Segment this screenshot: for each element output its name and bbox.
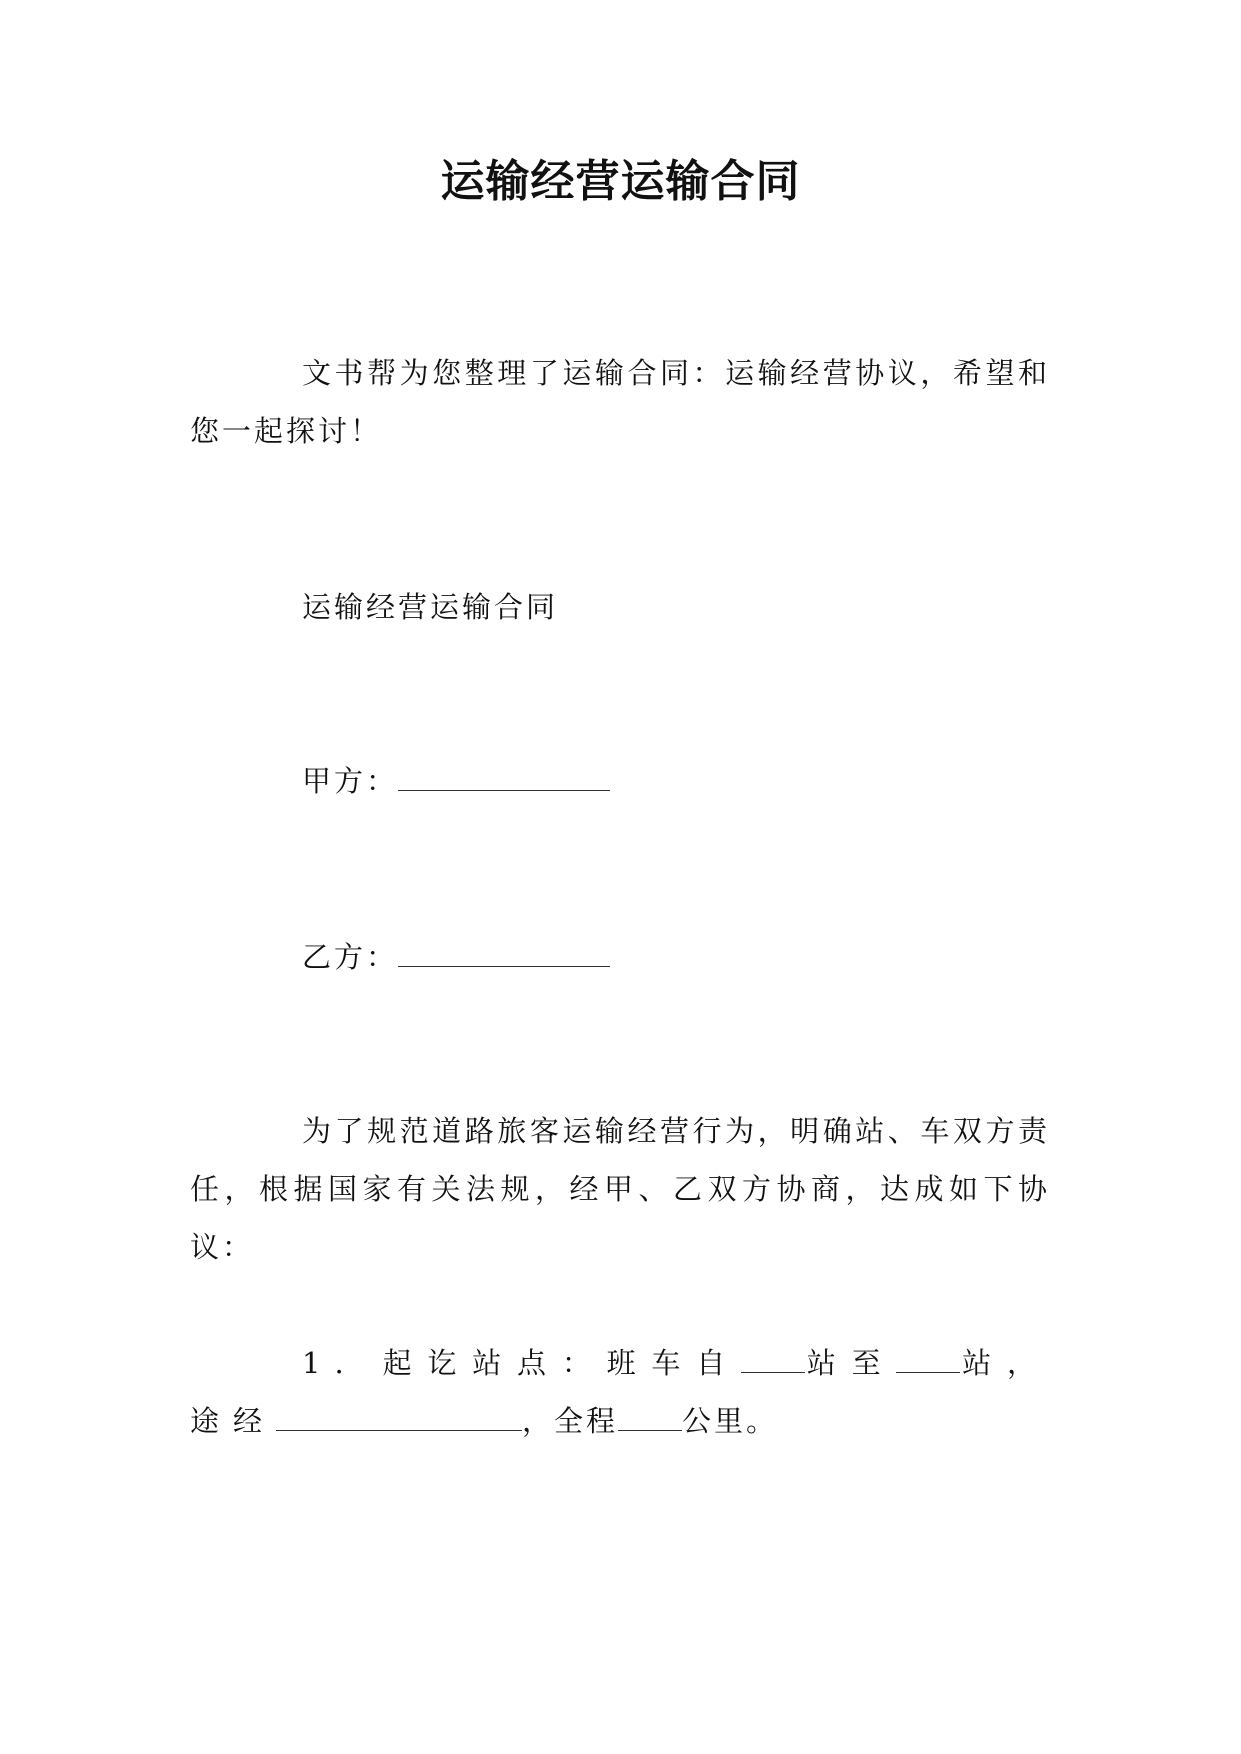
clause-1-unit: 公里。 xyxy=(682,1404,779,1438)
contract-subtitle: 运输经营运输合同 xyxy=(302,590,559,624)
party-b-line xyxy=(302,928,610,986)
distance-blank xyxy=(618,1400,682,1431)
clause-1-total: ，全程 xyxy=(522,1404,619,1438)
party-a-blank xyxy=(398,760,610,791)
intro-paragraph: 文书帮为您整理了运输合同：运输经营协议，希望和您一起探讨！ xyxy=(190,356,1050,448)
purpose-paragraph: 为了规范道路旅客运输经营行为，明确站、车双方责任，根据国家有关法规，经甲、乙双方协商，达成如下协议： xyxy=(190,1114,1050,1264)
clause-1-label: 1. 起讫站点：班车自 xyxy=(302,1346,742,1380)
route-blank xyxy=(276,1400,522,1431)
party-b-label: 乙方： xyxy=(302,940,399,974)
party-a-line xyxy=(302,752,610,810)
start-station-blank xyxy=(741,1342,805,1373)
clause-1-paragraph xyxy=(190,1334,1050,1450)
clause-1-to: 站至 xyxy=(805,1346,897,1380)
end-station-blank xyxy=(896,1342,960,1373)
party-a-label: 甲方： xyxy=(302,764,399,798)
party-b-blank xyxy=(398,936,610,967)
clause-1-via: 站，途经 xyxy=(190,1346,1050,1438)
document-title: 运输经营运输合同 xyxy=(440,156,801,207)
